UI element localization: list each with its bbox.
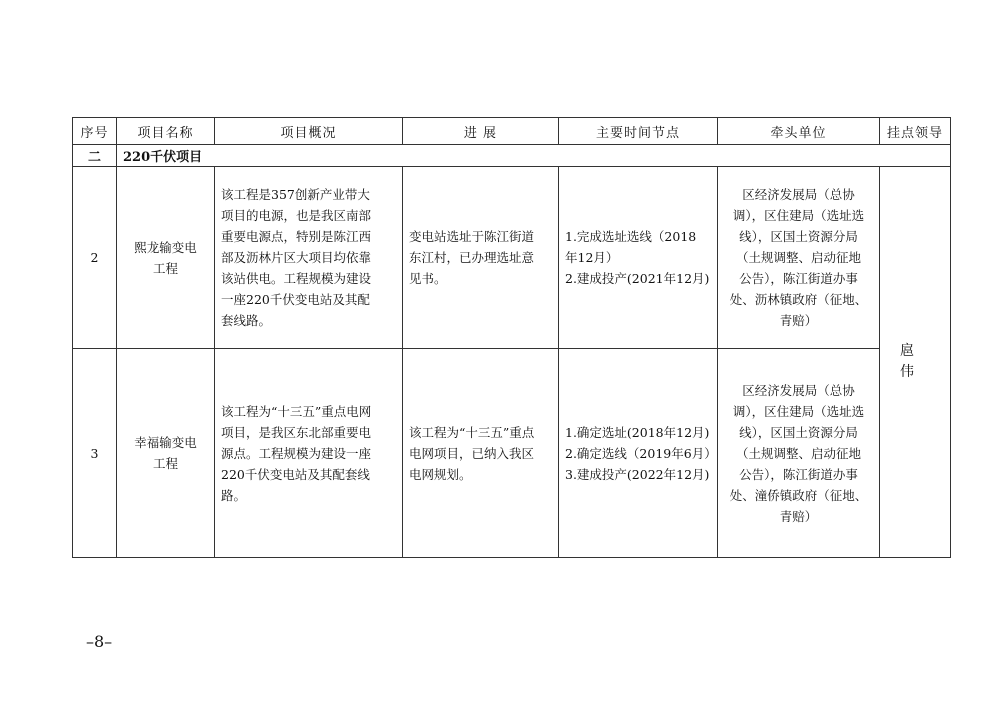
lead-unit-line: 处、潼侨镇政府（征地、 bbox=[729, 487, 868, 503]
overview-line: 一座220千伏变电站及其配 bbox=[221, 292, 370, 307]
header-milestones: 主要时间节点 bbox=[559, 118, 718, 145]
overview-line: 该工程为“十三五”重点电网 bbox=[221, 403, 372, 419]
table-row bbox=[73, 167, 951, 349]
project-lead-unit bbox=[718, 349, 880, 558]
project-progress bbox=[403, 349, 559, 558]
overview-line: 220千伏变电站及其配套线 bbox=[221, 466, 370, 482]
lead-unit-line: （土规调整、启动征地 bbox=[735, 445, 861, 461]
project-lead-unit bbox=[718, 167, 880, 349]
section-title: 220千伏项目 bbox=[117, 145, 951, 167]
milestone-line: 1.确定选址(2018年12月) bbox=[565, 424, 710, 440]
project-overview bbox=[215, 349, 403, 558]
milestone-line: 1.完成选址选线（2018 bbox=[565, 229, 697, 244]
lead-unit-line: 调），区住建局（选址选 bbox=[732, 208, 865, 223]
name-line: 幸福输变电 bbox=[134, 435, 197, 450]
row-number: 3 bbox=[73, 349, 117, 558]
overview-line: 该工程是357创新产业带大 bbox=[221, 187, 370, 202]
header-lead-unit: 牵头单位 bbox=[718, 118, 880, 145]
project-name bbox=[117, 349, 215, 558]
progress-line: 见书。 bbox=[409, 271, 447, 286]
milestone-line: 年12月） bbox=[565, 250, 619, 265]
project-progress bbox=[403, 167, 559, 349]
overview-line: 源点。工程规模为建设一座 bbox=[221, 445, 372, 461]
lead-unit-line: 线），区国土资源分局 bbox=[739, 424, 858, 440]
header-leader: 挂点领导 bbox=[880, 118, 951, 145]
overview-line: 项目的电源，也是我区南部 bbox=[221, 208, 372, 223]
section-number: 二 bbox=[73, 145, 117, 167]
lead-unit-line: 区经济发展局（总协 bbox=[742, 187, 855, 202]
progress-line: 该工程为“十三五”重点 bbox=[409, 424, 535, 440]
overview-line: 重要电源点，特别是陈江西 bbox=[221, 229, 372, 244]
overview-line: 该站供电。工程规模为建设 bbox=[221, 271, 372, 286]
leader-cell: 扈 伟 bbox=[880, 167, 951, 558]
header-name: 项目名称 bbox=[117, 118, 215, 145]
progress-line: 东江村，已办理选址意 bbox=[409, 250, 535, 265]
milestone-line: 2.建成投产(2021年12月) bbox=[565, 271, 710, 286]
header-progress: 进 展 bbox=[403, 118, 559, 145]
lead-unit-line: 公告），陈江街道办事 bbox=[739, 271, 858, 286]
lead-unit-line: （土规调整、启动征地 bbox=[735, 250, 861, 265]
table-row bbox=[73, 349, 951, 558]
project-milestones bbox=[559, 167, 718, 349]
name-line: 工程 bbox=[152, 456, 178, 471]
page-number: –8– bbox=[86, 632, 113, 651]
name-line: 熙龙输变电 bbox=[134, 239, 197, 255]
progress-line: 电网项目，已纳入我区 bbox=[409, 445, 535, 461]
lead-unit-line: 线），区国土资源分局 bbox=[739, 229, 858, 244]
project-name bbox=[117, 167, 215, 349]
header-overview: 项目概况 bbox=[215, 118, 403, 145]
milestone-line: 2.确定选线（2019年6月） bbox=[565, 445, 717, 461]
lead-unit-line: 调），区住建局（选址选 bbox=[732, 403, 865, 419]
overview-line: 套线路。 bbox=[221, 313, 272, 328]
section-row bbox=[73, 145, 951, 167]
header-number: 序号 bbox=[73, 118, 117, 145]
progress-line: 变电站选址于陈江街道 bbox=[409, 229, 535, 244]
overview-line: 部及沥林片区大项目均依靠 bbox=[221, 250, 372, 265]
lead-unit-line: 处、沥林镇政府（征地、 bbox=[729, 292, 868, 307]
lead-unit-line: 公告），陈江街道办事 bbox=[739, 466, 858, 482]
name-line: 工程 bbox=[152, 260, 178, 276]
lead-unit-line: 青赔） bbox=[779, 508, 818, 524]
project-milestones bbox=[559, 349, 718, 558]
project-overview bbox=[215, 167, 403, 349]
progress-line: 电网规划。 bbox=[409, 466, 472, 482]
lead-unit-line: 青赔） bbox=[779, 313, 818, 328]
overview-line: 路。 bbox=[221, 487, 247, 503]
lead-unit-line: 区经济发展局（总协 bbox=[742, 382, 855, 398]
header-row bbox=[73, 118, 951, 145]
milestone-line: 3.建成投产(2022年12月) bbox=[565, 466, 710, 482]
row-number: 2 bbox=[73, 167, 117, 349]
project-table bbox=[72, 117, 951, 558]
overview-line: 项目，是我区东北部重要电 bbox=[221, 424, 372, 440]
